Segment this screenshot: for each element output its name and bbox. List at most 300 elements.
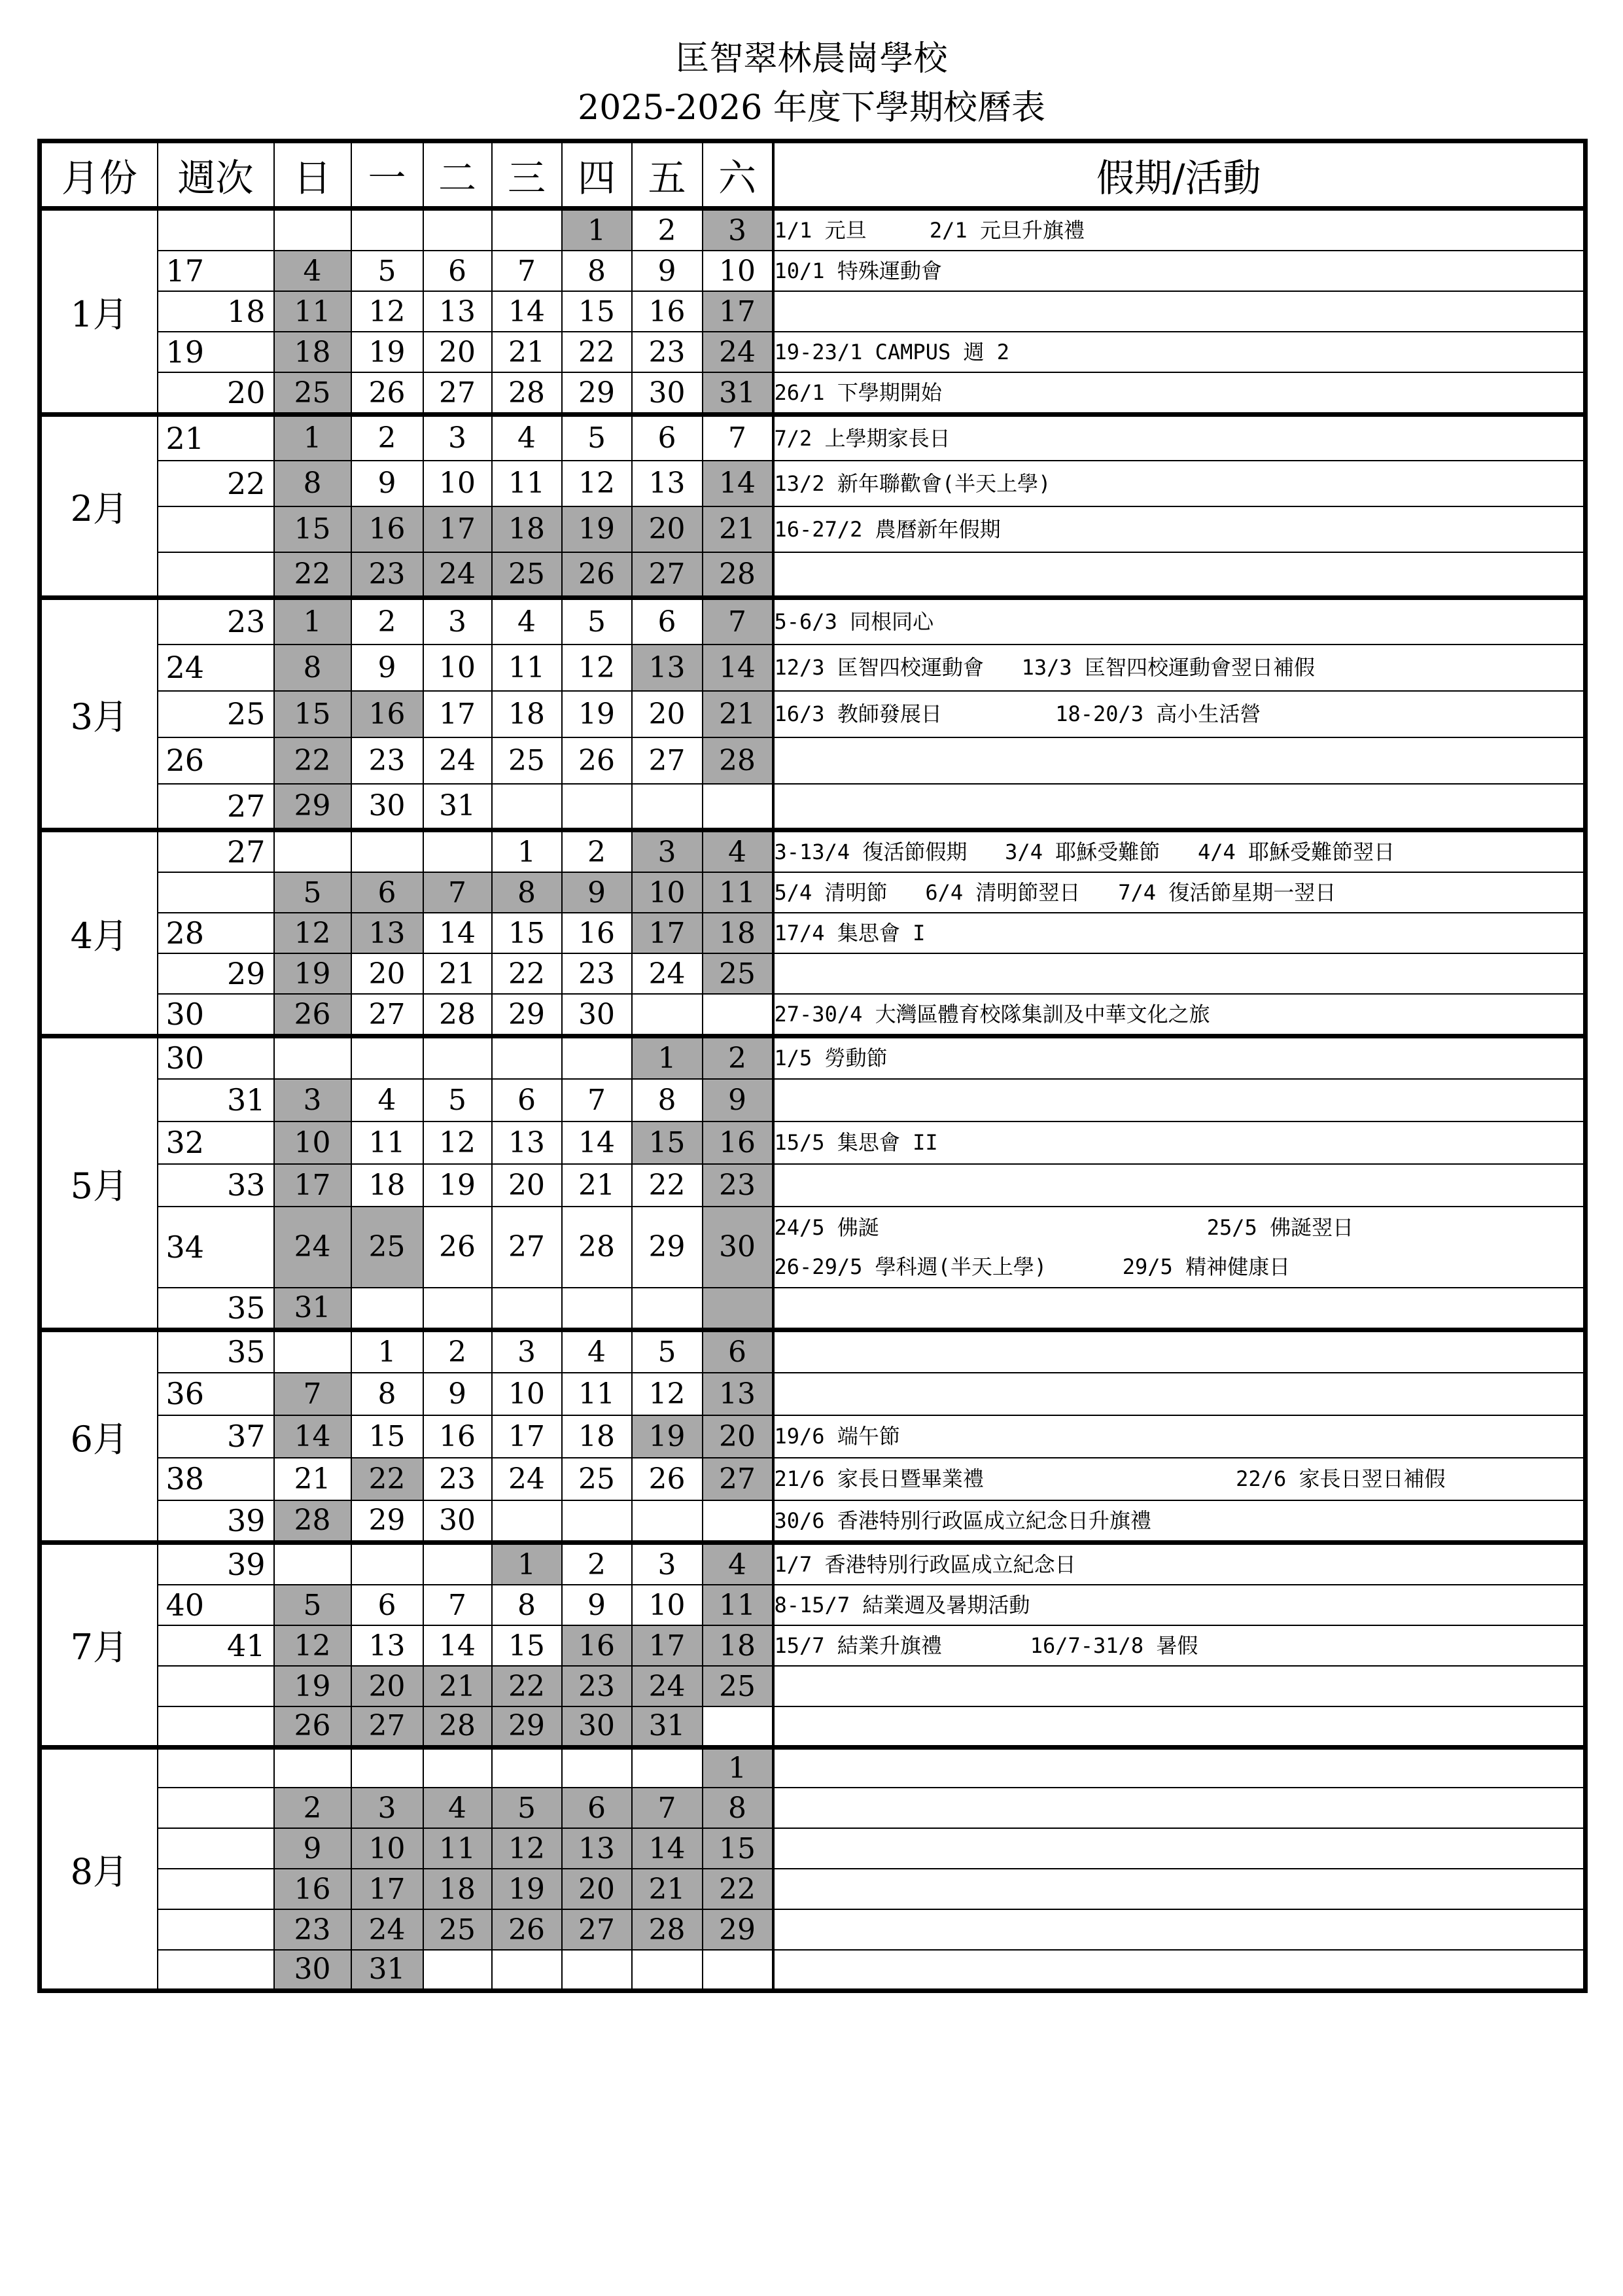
day-cell: 31 (632, 1706, 703, 1747)
day-cell: 2 (274, 1788, 351, 1828)
day-cell: 25 (351, 1207, 423, 1288)
activity-cell (773, 209, 1586, 251)
day-cell: 25 (492, 737, 562, 784)
week-number-cell (158, 372, 274, 415)
day-cell: 19 (274, 1666, 351, 1706)
month-label: 1月 (40, 209, 158, 415)
day-cell: 19 (274, 953, 351, 994)
day-cell (274, 1543, 351, 1585)
day-cell: 15 (703, 1828, 773, 1869)
week-number-cell (158, 598, 274, 645)
day-cell: 26 (423, 1207, 492, 1288)
day-cell: 26 (274, 1706, 351, 1747)
activity-cell (773, 1788, 1586, 1828)
activity-cell (773, 552, 1586, 598)
day-cell: 11 (274, 291, 351, 332)
day-cell (351, 1288, 423, 1330)
day-cell: 31 (703, 372, 773, 415)
week-number: 31 (226, 1082, 266, 1118)
week-number: 35 (226, 1290, 266, 1326)
day-cell: 6 (351, 872, 423, 913)
week-number-cell (158, 1122, 274, 1164)
week-number-cell (158, 506, 274, 552)
activity-text: 16/3 教師發展日 18-20/3 高小生活營 (774, 701, 1261, 726)
day-cell: 24 (632, 1666, 703, 1706)
day-cell: 25 (492, 552, 562, 598)
month-label: 5月 (40, 1036, 158, 1330)
day-cell: 15 (351, 1415, 423, 1458)
week-number-cell (158, 1585, 274, 1625)
week-row (40, 461, 1586, 506)
week-row (40, 913, 1586, 953)
day-cell: 22 (274, 737, 351, 784)
day-cell: 24 (423, 552, 492, 598)
day-cell: 12 (274, 1625, 351, 1666)
activity-cell (773, 1373, 1586, 1415)
month-label: 4月 (40, 830, 158, 1036)
day-cell: 26 (274, 994, 351, 1036)
day-cell (423, 1747, 492, 1788)
activity-text: 1/7 香港特別行政區成立紀念日 (774, 1552, 1076, 1577)
week-row (40, 1869, 1586, 1909)
day-cell: 2 (562, 830, 632, 873)
header-sun: 日 (274, 141, 351, 209)
day-cell: 3 (492, 1330, 562, 1373)
header-tue: 二 (423, 141, 492, 209)
activity-text: 26/1 下學期開始 (774, 380, 942, 405)
activity-cell (773, 291, 1586, 332)
day-cell: 4 (492, 598, 562, 645)
day-cell: 25 (703, 953, 773, 994)
day-cell: 1 (632, 1036, 703, 1079)
day-cell: 21 (703, 691, 773, 737)
activity-text: 21/6 家長日暨畢業禮 22/6 家長日翌日補假 (774, 1466, 1446, 1491)
week-number-cell (158, 645, 274, 691)
day-cell: 5 (562, 415, 632, 461)
day-cell: 10 (703, 251, 773, 291)
day-cell: 5 (562, 598, 632, 645)
day-cell: 7 (492, 251, 562, 291)
activity-text: 24/5 佛誕 25/5 佛誕翌日 (774, 1214, 1354, 1240)
day-cell: 4 (703, 830, 773, 873)
day-cell (562, 1747, 632, 1788)
day-cell (492, 1288, 562, 1330)
day-cell (632, 1500, 703, 1543)
day-cell: 4 (492, 415, 562, 461)
header-month: 月份 (40, 141, 158, 209)
day-cell: 11 (703, 1585, 773, 1625)
day-cell (423, 209, 492, 251)
week-number: 38 (166, 1461, 205, 1496)
day-cell: 2 (423, 1330, 492, 1373)
day-cell: 28 (632, 1909, 703, 1950)
week-row (40, 953, 1586, 994)
day-cell: 17 (703, 291, 773, 332)
activity-text: 19-23/1 CAMPUS 週 2 (774, 340, 1010, 364)
week-number-cell (158, 737, 274, 784)
day-cell: 3 (703, 209, 773, 251)
day-cell: 6 (562, 1788, 632, 1828)
day-cell: 8 (632, 1079, 703, 1122)
week-row (40, 209, 1586, 251)
week-number: 30 (166, 997, 205, 1032)
day-cell: 6 (492, 1079, 562, 1122)
day-cell (351, 209, 423, 251)
day-cell (492, 1747, 562, 1788)
day-cell (492, 1036, 562, 1079)
day-cell: 18 (274, 332, 351, 372)
week-number: 33 (226, 1167, 266, 1203)
day-cell: 9 (703, 1079, 773, 1122)
day-cell: 1 (274, 415, 351, 461)
activity-cell (773, 461, 1586, 506)
day-cell: 2 (562, 1543, 632, 1585)
day-cell: 14 (703, 645, 773, 691)
day-cell: 11 (423, 1828, 492, 1869)
day-cell: 3 (351, 1788, 423, 1828)
week-number-cell (158, 209, 274, 251)
calendar-body (40, 209, 1586, 1991)
day-cell: 3 (423, 598, 492, 645)
week-number: 34 (166, 1229, 205, 1265)
day-cell: 29 (562, 372, 632, 415)
activity-text: 8-15/7 結業週及暑期活動 (774, 1593, 1030, 1617)
activity-cell (773, 415, 1586, 461)
activity-text: 5-6/3 同根同心 (774, 609, 934, 635)
day-cell: 16 (274, 1869, 351, 1909)
day-cell: 21 (423, 953, 492, 994)
day-cell: 10 (423, 461, 492, 506)
week-number-cell (158, 332, 274, 372)
day-cell: 17 (274, 1164, 351, 1207)
day-cell: 15 (274, 691, 351, 737)
week-number-cell (158, 1500, 274, 1543)
day-cell: 4 (423, 1788, 492, 1828)
day-cell: 19 (562, 506, 632, 552)
day-cell: 20 (632, 506, 703, 552)
day-cell: 11 (351, 1122, 423, 1164)
day-cell: 9 (562, 872, 632, 913)
day-cell (423, 1288, 492, 1330)
day-cell: 24 (492, 1458, 562, 1500)
day-cell (274, 1036, 351, 1079)
week-number-cell (158, 1458, 274, 1500)
week-row (40, 1950, 1586, 1990)
activity-cell (773, 598, 1586, 645)
activity-cell (773, 372, 1586, 415)
day-cell: 16 (562, 1625, 632, 1666)
activity-text: 17/4 集思會 I (774, 921, 926, 945)
week-number: 18 (226, 294, 266, 329)
week-number-cell (158, 1625, 274, 1666)
day-cell (274, 830, 351, 873)
activity-cell (773, 251, 1586, 291)
day-cell: 15 (492, 1625, 562, 1666)
day-cell (351, 1747, 423, 1788)
day-cell: 26 (632, 1458, 703, 1500)
day-cell (562, 784, 632, 830)
day-cell: 13 (562, 1828, 632, 1869)
day-cell: 1 (351, 1330, 423, 1373)
day-cell: 5 (423, 1079, 492, 1122)
day-cell: 5 (632, 1330, 703, 1373)
day-cell: 14 (703, 461, 773, 506)
activity-text: 15/7 結業升旗禮 16/7-31/8 暑假 (774, 1633, 1198, 1658)
day-cell: 26 (562, 737, 632, 784)
day-cell: 23 (351, 552, 423, 598)
day-cell: 8 (492, 872, 562, 913)
day-cell: 17 (632, 913, 703, 953)
day-cell: 14 (632, 1828, 703, 1869)
activity-cell (773, 1207, 1586, 1288)
day-cell: 7 (423, 872, 492, 913)
week-row (40, 1164, 1586, 1207)
day-cell: 1 (492, 830, 562, 873)
day-cell: 8 (274, 645, 351, 691)
day-cell: 6 (632, 415, 703, 461)
activity-text: 30/6 香港特別行政區成立紀念日升旗禮 (774, 1508, 1151, 1533)
activity-cell (773, 784, 1586, 830)
week-number: 36 (166, 1376, 205, 1411)
day-cell (562, 1500, 632, 1543)
day-cell: 5 (351, 251, 423, 291)
day-cell: 22 (703, 1869, 773, 1909)
day-cell (632, 1747, 703, 1788)
day-cell (492, 784, 562, 830)
day-cell: 13 (492, 1122, 562, 1164)
day-cell: 22 (274, 552, 351, 598)
day-cell (423, 1036, 492, 1079)
day-cell: 21 (274, 1458, 351, 1500)
day-cell: 27 (423, 372, 492, 415)
day-cell: 30 (562, 1706, 632, 1747)
month-label: 2月 (40, 415, 158, 598)
day-cell (703, 1288, 773, 1330)
day-cell: 25 (562, 1458, 632, 1500)
week-number-cell (158, 1869, 274, 1909)
day-cell: 26 (492, 1909, 562, 1950)
day-cell: 17 (632, 1625, 703, 1666)
month-label: 8月 (40, 1747, 158, 1990)
day-cell: 25 (274, 372, 351, 415)
day-cell: 13 (351, 913, 423, 953)
activity-text: 12/3 匡智四校運動會 13/3 匡智四校運動會翌日補假 (774, 655, 1315, 680)
week-row (40, 737, 1586, 784)
activity-cell (773, 691, 1586, 737)
day-cell (492, 209, 562, 251)
day-cell: 1 (562, 209, 632, 251)
week-number: 27 (226, 834, 266, 870)
week-number: 25 (226, 696, 266, 732)
week-row (40, 784, 1586, 830)
day-cell: 3 (423, 415, 492, 461)
activity-cell (773, 1909, 1586, 1950)
activity-cell (773, 953, 1586, 994)
day-cell (274, 209, 351, 251)
day-cell: 18 (562, 1415, 632, 1458)
day-cell: 7 (632, 1788, 703, 1828)
week-number: 35 (226, 1334, 266, 1370)
day-cell: 6 (351, 1585, 423, 1625)
day-cell (492, 1950, 562, 1990)
day-cell: 24 (274, 1207, 351, 1288)
week-number: 24 (166, 650, 205, 685)
week-row (40, 994, 1586, 1036)
day-cell: 1 (492, 1543, 562, 1585)
week-row (40, 691, 1586, 737)
day-cell: 12 (351, 291, 423, 332)
day-cell: 31 (274, 1288, 351, 1330)
day-cell: 16 (423, 1415, 492, 1458)
day-cell: 27 (632, 737, 703, 784)
week-number: 41 (226, 1628, 266, 1663)
activity-cell (773, 1036, 1586, 1079)
activity-text: 5/4 清明節 6/4 清明節翌日 7/4 復活節星期一翌日 (774, 880, 1336, 905)
day-cell (703, 1706, 773, 1747)
day-cell (351, 830, 423, 873)
week-number-cell (158, 1330, 274, 1373)
day-cell (632, 784, 703, 830)
day-cell: 21 (423, 1666, 492, 1706)
day-cell: 28 (703, 737, 773, 784)
day-cell: 18 (492, 691, 562, 737)
day-cell: 9 (632, 251, 703, 291)
day-cell: 9 (351, 645, 423, 691)
month-label: 7月 (40, 1543, 158, 1748)
day-cell: 20 (632, 691, 703, 737)
day-cell: 1 (274, 598, 351, 645)
week-number: 26 (166, 743, 205, 778)
day-cell (703, 1500, 773, 1543)
day-cell (562, 1036, 632, 1079)
week-number-cell (158, 1373, 274, 1415)
activity-cell (773, 1706, 1586, 1747)
week-row (40, 332, 1586, 372)
day-cell (632, 1950, 703, 1990)
week-number-cell (158, 1950, 274, 1990)
calendar-title: 2025-2026 年度下學期校曆表 (578, 88, 1045, 128)
week-row (40, 645, 1586, 691)
week-row (40, 1079, 1586, 1122)
activity-cell (773, 1585, 1586, 1625)
day-cell: 12 (632, 1373, 703, 1415)
day-cell: 14 (274, 1415, 351, 1458)
day-cell: 15 (632, 1122, 703, 1164)
day-cell: 11 (703, 872, 773, 913)
day-cell: 23 (562, 1666, 632, 1706)
day-cell: 13 (632, 645, 703, 691)
day-cell: 2 (351, 598, 423, 645)
day-cell: 16 (562, 913, 632, 953)
activity-cell (773, 830, 1586, 873)
day-cell (632, 1288, 703, 1330)
activity-cell (773, 1330, 1586, 1373)
week-row (40, 830, 1586, 873)
day-cell: 15 (274, 506, 351, 552)
day-cell: 19 (351, 332, 423, 372)
day-cell: 22 (492, 1666, 562, 1706)
week-number: 28 (166, 915, 205, 951)
day-cell: 27 (492, 1207, 562, 1288)
day-cell: 24 (423, 737, 492, 784)
day-cell: 29 (351, 1500, 423, 1543)
day-cell: 12 (562, 645, 632, 691)
day-cell: 27 (632, 552, 703, 598)
activity-text: 19/6 端午節 (774, 1424, 900, 1449)
day-cell (632, 994, 703, 1036)
week-row (40, 1122, 1586, 1164)
day-cell: 5 (274, 872, 351, 913)
day-cell: 23 (703, 1164, 773, 1207)
week-row (40, 1458, 1586, 1500)
day-cell: 27 (351, 1706, 423, 1747)
week-row (40, 598, 1586, 645)
day-cell: 30 (703, 1207, 773, 1288)
day-cell (703, 784, 773, 830)
day-cell: 10 (632, 1585, 703, 1625)
week-number-cell (158, 784, 274, 830)
activity-cell (773, 1950, 1586, 1990)
day-cell: 18 (351, 1164, 423, 1207)
day-cell: 3 (274, 1079, 351, 1122)
day-cell: 10 (492, 1373, 562, 1415)
week-number: 17 (166, 253, 205, 289)
day-cell: 7 (274, 1373, 351, 1415)
day-cell: 22 (492, 953, 562, 994)
week-row (40, 1373, 1586, 1415)
activity-cell (773, 1122, 1586, 1164)
week-number-cell (158, 994, 274, 1036)
day-cell: 6 (423, 251, 492, 291)
day-cell: 6 (703, 1330, 773, 1373)
week-number-cell (158, 691, 274, 737)
week-number-cell (158, 913, 274, 953)
day-cell: 19 (562, 691, 632, 737)
day-cell: 2 (703, 1036, 773, 1079)
day-cell: 28 (423, 994, 492, 1036)
day-cell: 11 (492, 461, 562, 506)
week-number: 27 (226, 788, 266, 824)
activity-cell (773, 994, 1586, 1036)
week-number: 23 (226, 604, 266, 640)
day-cell: 30 (274, 1950, 351, 1990)
week-number: 20 (226, 375, 266, 410)
activity-cell (773, 332, 1586, 372)
week-number-cell (158, 1706, 274, 1747)
day-cell: 20 (492, 1164, 562, 1207)
day-cell: 17 (423, 506, 492, 552)
header-thu: 四 (562, 141, 632, 209)
day-cell: 4 (274, 251, 351, 291)
day-cell: 12 (492, 1828, 562, 1869)
day-cell: 30 (351, 784, 423, 830)
day-cell: 8 (351, 1373, 423, 1415)
week-number-cell (158, 1909, 274, 1950)
activity-cell (773, 1164, 1586, 1207)
week-row (40, 872, 1586, 913)
day-cell: 14 (562, 1122, 632, 1164)
day-cell: 9 (562, 1585, 632, 1625)
week-number-cell (158, 552, 274, 598)
day-cell: 24 (632, 953, 703, 994)
week-number-cell (158, 251, 274, 291)
day-cell: 8 (492, 1585, 562, 1625)
day-cell: 18 (492, 506, 562, 552)
day-cell (562, 1950, 632, 1990)
activity-text: 10/1 特殊運動會 (774, 258, 942, 283)
week-row (40, 1828, 1586, 1869)
day-cell: 19 (423, 1164, 492, 1207)
